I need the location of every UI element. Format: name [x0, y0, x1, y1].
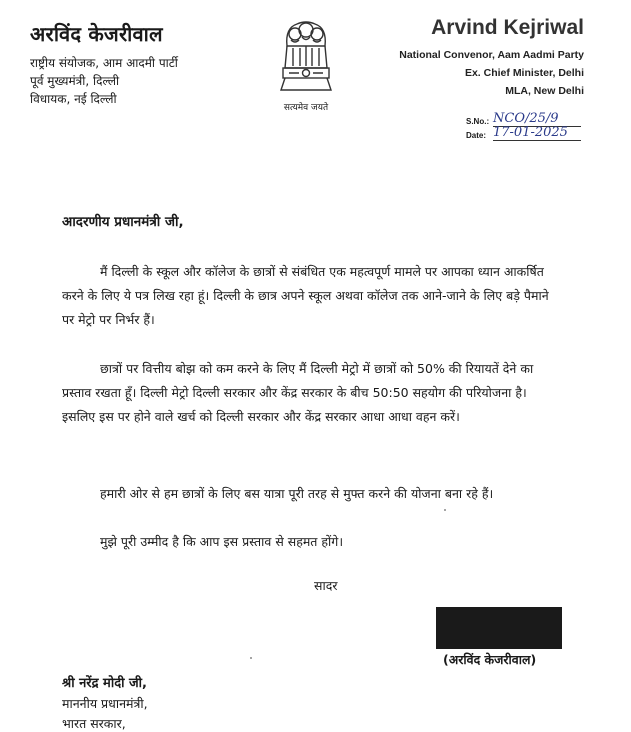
sender-title-hindi-3: विधायक, नई दिल्ली — [30, 92, 117, 106]
sender-title-english-1: National Convenor, Aam Aadmi Party — [399, 49, 584, 61]
scan-speck — [444, 509, 446, 511]
date-label: Date: — [466, 131, 487, 140]
paragraph-1: मैं दिल्ली के स्कूल और कॉलेज के छात्रों से संबंधित एक महत्वपूर्ण मामले पर आपका ध्यान आकर्षित करने के लिए ये पत्र लिख रहा हूं। दिल्ली के छात्र अपने स्कूल अथवा कॉलेज तक आने-जाने के लिए बड़े पैमाने पर मेट्रो पर निर्भर हैं। — [62, 264, 549, 327]
date-value: 17-01-2025 — [493, 125, 581, 141]
sender-title-english-2: Ex. Chief Minister, Delhi — [464, 67, 584, 79]
recipient-name: श्री नरेंद्र मोदी जी, — [62, 676, 147, 691]
sender-name-english: Arvind Kejriwal — [431, 16, 584, 39]
sender-title-hindi-2: पूर्व मुख्यमंत्री, दिल्ली — [30, 74, 120, 88]
scan-speck — [250, 657, 252, 659]
sender-name-hindi: अरविंद केजरीवाल — [30, 22, 163, 46]
serial-number-label: S.No.: — [466, 117, 490, 126]
redacted-signature — [436, 607, 562, 649]
salutation: आदरणीय प्रधानमंत्री जी, — [62, 214, 184, 230]
recipient-line-1: माननीय प्रधानमंत्री, — [62, 696, 148, 711]
recipient-line-2: भारत सरकार, — [62, 716, 126, 731]
sender-title-hindi-1: राष्ट्रीय संयोजक, आम आदमी पार्टी — [30, 56, 178, 70]
serial-number-value: NCO/25/9 — [493, 111, 581, 127]
paragraph-4: मुझे पूरी उम्मीद है कि आप इस प्रस्ताव से सहमत होंगे। — [100, 534, 344, 549]
paragraph-3: हमारी ओर से हम छात्रों के लिए बस यात्रा पूरी तरह से मुफ्त करने की योजना बना रहे हैं। — [100, 486, 494, 501]
closing: सादर — [314, 578, 338, 593]
emblem-motto: सत्यमेव जयते — [283, 103, 329, 113]
sender-title-english-3: MLA, New Delhi — [505, 85, 584, 97]
signature-name: (अरविंद केजरीवाल) — [443, 652, 537, 667]
paragraph-2: छात्रों पर वित्तीय बोझ को कम करने के लिए मैं दिल्ली मेट्रो में छात्रों को 50% की रियायतें देने का प्रस्ताव रखता हूँ। दिल्ली मेट्रो दिल्ली सरकार और केंद्र सरकार के बीच 50:50 सहयोग की परियोजना है। इसलिए इस पर होने वाले खर्च को दिल्ली सरकार और केंद्र सरकार आधा आधा वहन करें। — [62, 361, 534, 424]
